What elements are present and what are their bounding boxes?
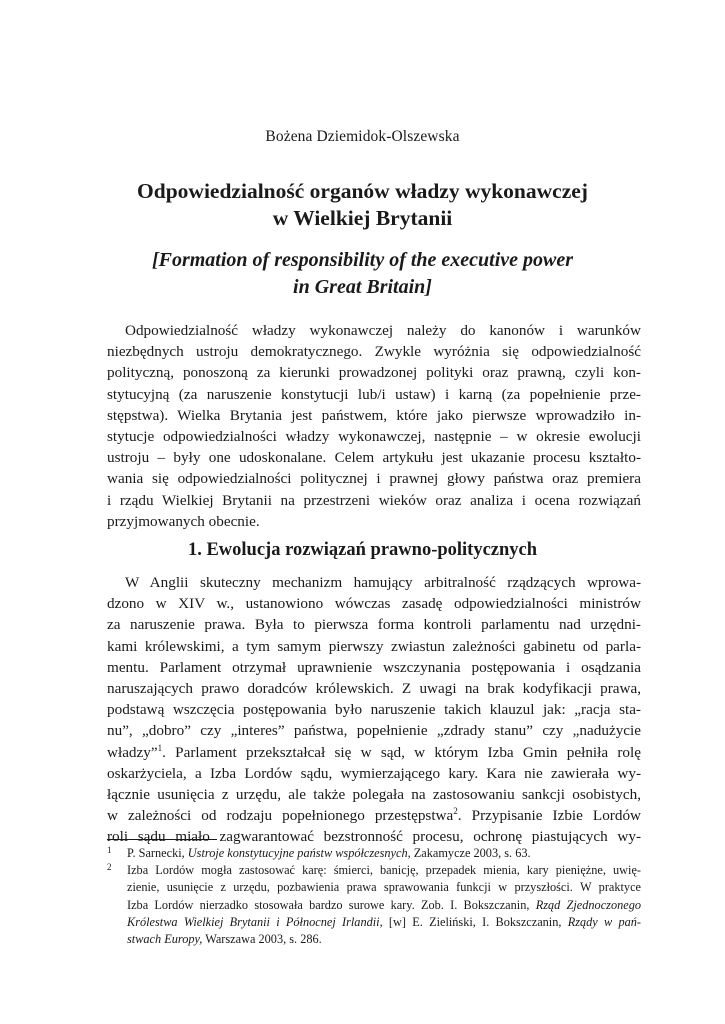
body-line: roli sądu miało zagwarantować bezstronność procesu, ochronę piastujących wy-: [107, 828, 641, 846]
section-heading: 1. Ewolucja rozwiązań prawno-politycznych: [187, 540, 538, 560]
abstract-line: i rządu Wielkiej Brytanii na przestrzeni wieków oraz analiza i ocena rozwiązań: [107, 491, 641, 509]
footnote-line: zienie, usunięcie z urzędu, pozbawienia prawa sprawowania funkcji w przyszłości. W praktyce: [127, 880, 641, 895]
abstract-line: wania się odpowiedzialności politycznej i prawnej głowy państwa oraz premiera: [107, 470, 641, 488]
footnote-line: [127, 845, 641, 862]
abstract-line: przyjmowanych obecnie.: [107, 512, 260, 530]
article-title-english-line-2: in Great Britain]: [293, 276, 432, 298]
body-line: za naruszenie prawa. Była to pierwsza forma kontroli parlamentu nad urzędni-: [107, 616, 641, 634]
body-line: kami królewskimi, a tym samym pierwszy zwiastun zależności gabinetu od parla-: [107, 637, 641, 655]
body-text: . Parlament przekształcał się w sąd, w którym Izba Gmin pełniła rolę: [162, 743, 641, 761]
footnote-italic: Ustroje konstytucyjne państw współczesnych,: [187, 846, 411, 860]
footnote-text: Warszawa 2003, s. 286.: [202, 932, 322, 947]
body-line: [107, 805, 641, 826]
article-title-line-2: w Wielkiej Brytanii: [272, 206, 453, 230]
footnote-ref-2[interactable]: 2: [453, 806, 458, 817]
footnote-line: [127, 931, 641, 948]
body-line: łącznie usunięcia z urzędu, ale także polegała na zastosowaniu sankcji osobistych,: [107, 786, 641, 804]
footnotes: [107, 845, 641, 948]
footnote-2: [107, 862, 641, 948]
abstract-paragraph: [107, 320, 641, 532]
abstract-line: niezbędnych ustroju demokratycznego. Zwykle wyróżnia się odpowiedzialność: [107, 343, 641, 361]
body-line: oskarżyciela, a Izba Lordów sądu, wymierzającego kary. Kara nie zawierała wy-: [107, 764, 641, 782]
body-line: mentu. Parlament otrzymał uprawnienie wszczynania postępowania i osądzania: [107, 658, 641, 676]
footnote-line: Izba Lordów mogła zastosować karę: śmierci, banicję, przepadek mienia, kary pieniężne, uwię-: [127, 863, 641, 878]
footnote-number: 1: [107, 845, 112, 855]
footnote-italic: stwach Europy,: [127, 932, 203, 947]
abstract-line: stytucyjną (za naruszenie konstytucji lub/i ustaw) i karną (za popełnienie prze-: [107, 385, 641, 403]
footnote-text: P. Sarnecki,: [127, 846, 188, 860]
body-line: [107, 742, 641, 763]
footnote-italic: Królestwa Wielkiej Brytanii i Północnej Irlandii,: [127, 914, 383, 929]
footnote-text: Izba Lordów nierzadko stosowała bardzo surowe kary. Zob. I. Bokszczanin,: [127, 897, 536, 912]
abstract-line: stępstwa). Wielka Brytania jest państwem, które jako pierwsze wprowadziło in-: [107, 406, 641, 424]
body-text: . Przypisanie Izbie Lordów: [457, 807, 642, 825]
article-title-line-1: Odpowiedzialność organów władzy wykonawczej: [137, 179, 588, 203]
article-title-english-line-1: [Formation of responsibility of the executive power: [151, 249, 574, 271]
body-line: podstawą wszczęcia postępowania było naruszenie takich klauzul jak: „racja sta-: [107, 701, 641, 719]
abstract-line: polityczną, ponoszoną za kierunki prowadzonej polityki oraz prawną, czyli kon-: [107, 364, 641, 382]
article-title: [60, 178, 665, 232]
footnote-number: 2: [107, 862, 112, 873]
body-line: nu”, „dobro” czy „interes” państwa, popełnienie „zdrady stanu” czy „nadużycie: [107, 722, 641, 740]
footnote-line: [127, 914, 641, 931]
footnote-text: Zakamycze 2003, s. 63.: [410, 846, 531, 860]
body-line: W Anglii skuteczny mechanizm hamujący arbitralność rządzących wprowa-: [125, 574, 641, 591]
footnote-italic: Rząd Zjednoczonego: [535, 897, 641, 912]
body-text: władzy”: [107, 743, 158, 761]
abstract-line: Odpowiedzialność władzy wykonawczej należy do kanonów i warunków: [125, 322, 641, 339]
author-name: Bożena Dziemidok-Olszewska: [265, 128, 460, 145]
abstract-line: ustroju – były one udoskonalane. Celem artykułu jest ukazanie procesu kształto-: [107, 449, 641, 467]
footnote-1: [107, 845, 641, 862]
body-paragraph: [107, 572, 641, 848]
footnote-italic: Rządy w pań-: [567, 914, 642, 929]
footnote-line: [127, 897, 641, 914]
footnote-text: [w] E. Zieliński, I. Bokszczanin,: [382, 914, 568, 929]
body-line: naruszających prawo doradców królewskich. Z uwagi na brak kodyfikacji prawa,: [107, 680, 641, 698]
footnote-ref-1[interactable]: 1: [157, 742, 163, 753]
body-line: dzono w XIV w., ustanowiono wówczas zasadę odpowiedzialności ministrów: [107, 595, 641, 613]
article-title-english: [60, 247, 665, 301]
footnote-divider: [107, 839, 217, 840]
body-text: w zależności od rodzaju popełnionego przestępstwa: [107, 807, 454, 825]
abstract-line: stytucje odpowiedzialności władzy wykonawczej, następnie – w okresie ewolucji: [107, 428, 641, 446]
